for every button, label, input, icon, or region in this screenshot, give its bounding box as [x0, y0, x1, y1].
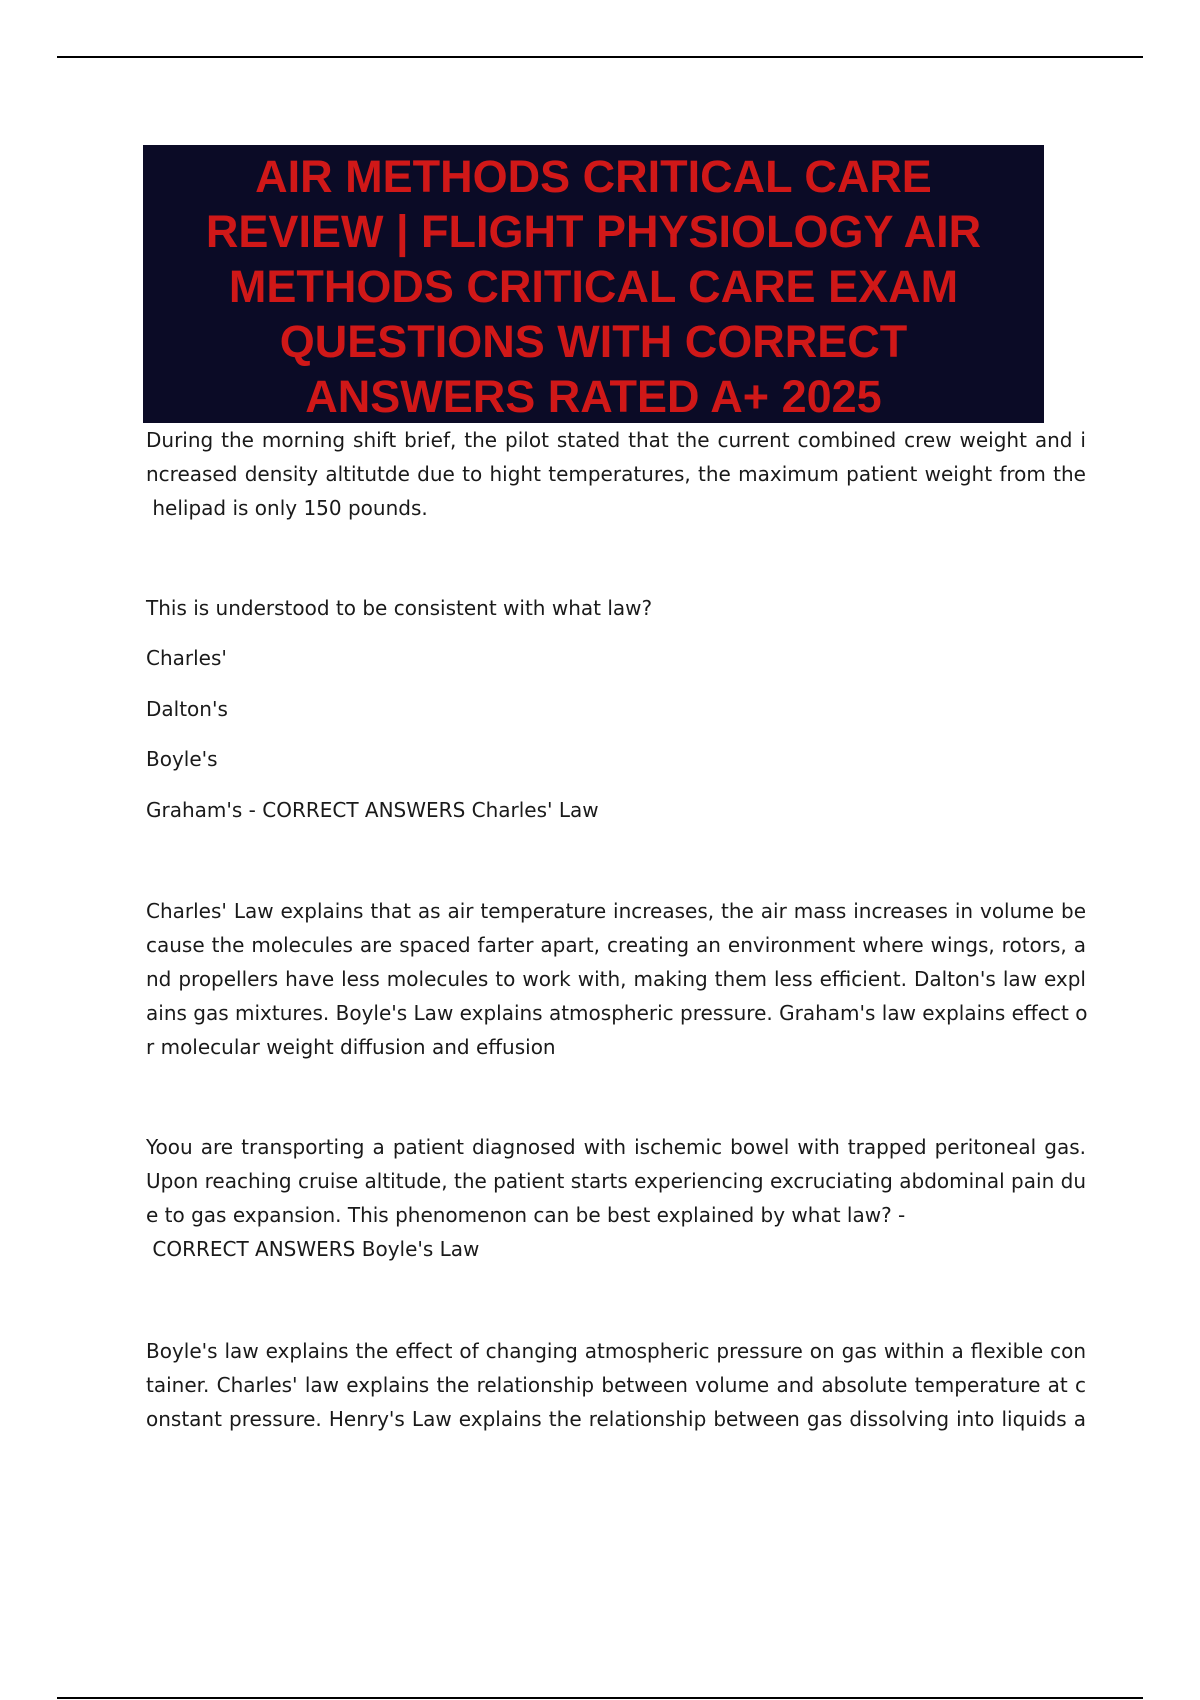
explanation-1	[146, 894, 1086, 1064]
title-banner	[143, 145, 1044, 423]
answer-option: Dalton's	[146, 697, 228, 721]
question-1-prompt: This is understood to be consistent with what law?	[146, 596, 653, 620]
title-line: REVIEW | FLIGHT PHYSIOLOGY AIR	[205, 206, 982, 257]
text-line: r molecular weight diffusion and effusion	[146, 1035, 556, 1059]
title-line: AIR METHODS CRITICAL CARE	[255, 151, 932, 202]
answer-option-with-correct-answer: Graham's - CORRECT ANSWERS Charles' Law	[146, 798, 599, 822]
text-line: Upon reaching cruise altitude, the patient starts experiencing excruciating abdominal pain du	[146, 1169, 1086, 1193]
title-line: ANSWERS RATED A+ 2025	[305, 371, 882, 422]
question-2	[146, 1130, 1086, 1266]
top-rule	[57, 56, 1143, 58]
title-line: METHODS CRITICAL CARE EXAM	[228, 261, 959, 312]
explanation-2	[146, 1334, 1086, 1436]
text-line: e to gas expansion. This phenomenon can be best explained by what law? -	[146, 1203, 906, 1227]
text-line: cause the molecules are spaced farter apart, creating an environment where wings, rotors, a	[146, 933, 1086, 957]
question-1-stem	[146, 423, 1086, 525]
text-line: helipad is only 150 pounds.	[146, 496, 428, 520]
correct-answer-line: CORRECT ANSWERS Boyle's Law	[146, 1237, 480, 1261]
text-line: During the morning shift brief, the pilot stated that the current combined crew weight and i	[146, 428, 1086, 452]
text-line: Yoou are transporting a patient diagnosed with ischemic bowel with trapped peritoneal gas.	[146, 1135, 1086, 1159]
answer-option: Charles'	[146, 646, 227, 670]
text-line: tainer. Charles' law explains the relationship between volume and absolute temperature at c	[146, 1373, 1086, 1397]
title-line: QUESTIONS WITH CORRECT	[279, 316, 908, 367]
text-line: ncreased density altitutde due to hight temperatures, the maximum patient weight from the	[146, 462, 1086, 486]
answer-option: Boyle's	[146, 747, 218, 771]
text-line: nd propellers have less molecules to work with, making them less efficient. Dalton's law expl	[146, 967, 1086, 991]
bottom-rule	[57, 1697, 1143, 1699]
text-line: ains gas mixtures. Boyle's Law explains atmospheric pressure. Graham's law explains effect o	[146, 1001, 1088, 1025]
text-line: onstant pressure. Henry's Law explains the relationship between gas dissolving into liquids a	[146, 1407, 1086, 1431]
text-line: Charles' Law explains that as air temperature increases, the air mass increases in volume be	[146, 899, 1086, 923]
text-line: Boyle's law explains the effect of changing atmospheric pressure on gas within a flexible con	[146, 1339, 1086, 1363]
